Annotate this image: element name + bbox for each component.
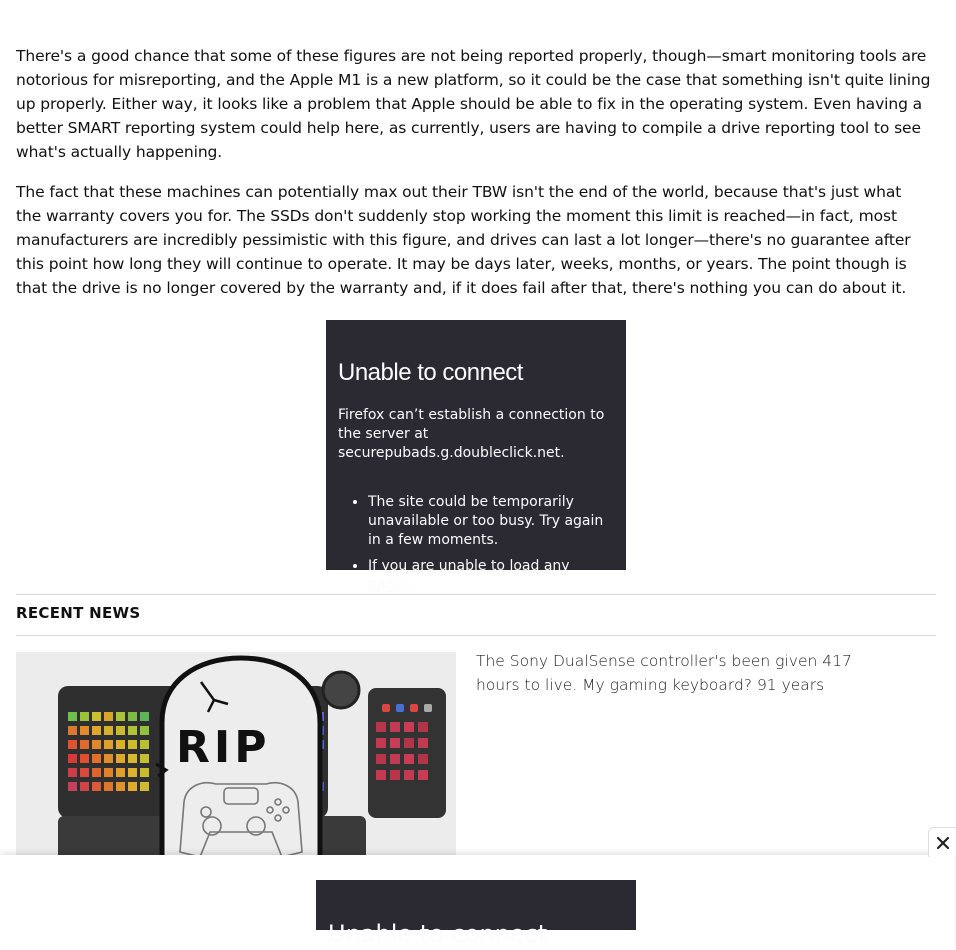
article-paragraph: The fact that these machines can potentially max out their TBW isn't the end of the world, because that's just what the warranty covers you for. The SSDs don't suddenly stop working the moment this limit is reached—in fact, most manufacturers are incredibly pessimistic with this figure, and drives can last a lot longer—there's no guarantee after this point how long they will continue to operate. It may be days later, weeks, months, or years. The point though is that the drive is no longer covered by the warranty and, if it does fail after that, there's nothing you can do about it. [16,183,911,297]
ad-iframe-error [326,320,626,593]
section-divider [16,594,936,595]
recent-news-heading: RECENT NEWS [16,604,141,622]
thumb-rip-text: RIP [176,722,271,773]
close-ad-button[interactable] [928,827,956,857]
sticky-ad-banner [0,855,955,950]
close-icon [936,836,950,850]
article-body [16,44,931,316]
sticky-ad-error-title: Unable to connect [328,920,548,948]
news-headline-link[interactable]: The Sony DualSense controller's been given 417 hours to live. My gaming keyboard? 91 years [476,652,852,694]
error-message: Firefox can’t establish a connection to the server at securepubads.g.doubleclick.net. [338,407,605,461]
error-suggestion: • The site could be temporarily unavailable or too busy. Try again in a few moments. [368,493,614,550]
error-suggestion: • If you are unable to load any pages, [368,557,614,595]
error-suggestions [338,493,614,595]
keyboard-tombstone-illustration [16,652,456,857]
news-thumbnail[interactable] [16,652,456,857]
sticky-ad-frame [316,880,636,948]
article-paragraph: There's a good chance that some of these figures are not being reported properly, though—smart monitoring tools are notorious for misreporting, and the Apple M1 is a new platform, so it could be the case that something isn't quite lining up properly. Either way, it looks like a problem that Apple should be able to fix in the operating system. Even having a better SMART reporting system could help here, as currently, users are having to compile a drive reporting tool to see what's actually happening. [16,47,931,161]
section-divider [16,635,936,636]
error-title: Unable to connect [338,359,523,386]
